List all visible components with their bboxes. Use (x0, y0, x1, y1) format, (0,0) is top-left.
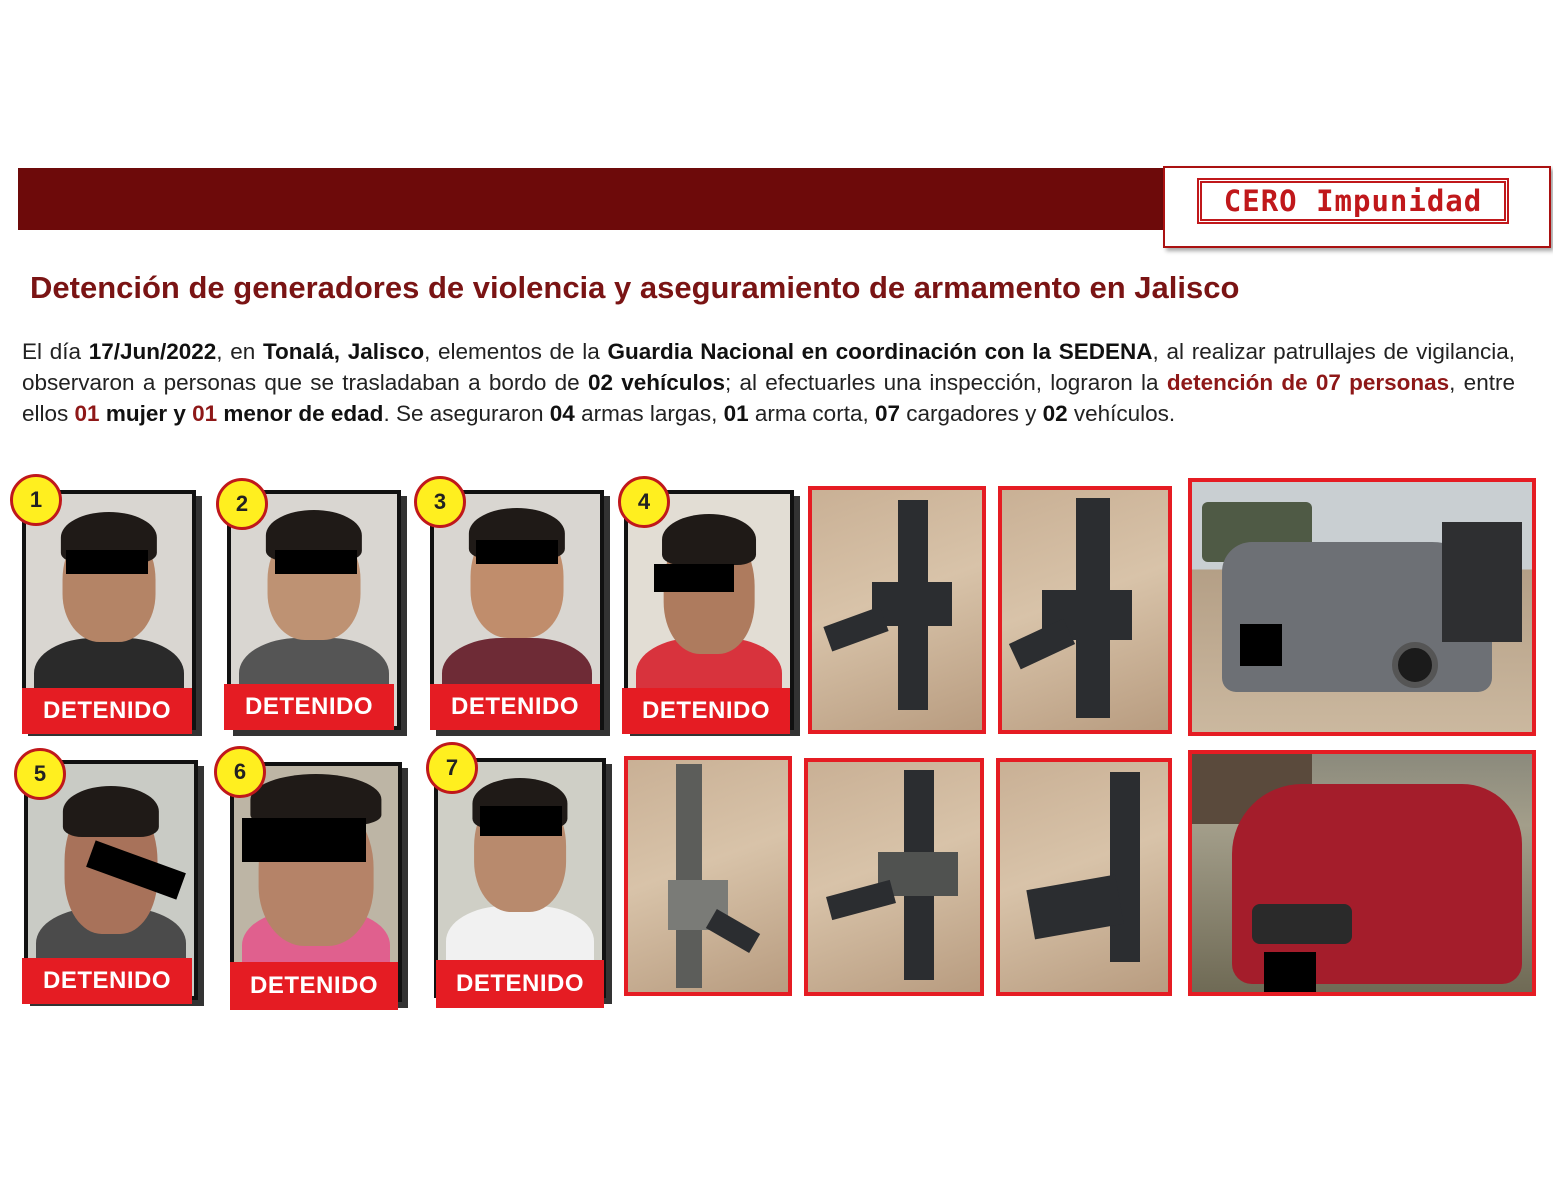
vehicles-count: 02 vehículos (587, 370, 726, 395)
detainee-number-badge: 1 (10, 474, 62, 526)
censored-plate (1240, 624, 1282, 666)
censored-plate (1264, 952, 1316, 992)
detainee-number-badge: 4 (618, 476, 670, 528)
censor-bar (275, 550, 357, 574)
vehicle-photo-gray (1188, 478, 1536, 736)
detenido-label: DETENIDO (436, 960, 604, 1008)
detenido-label: DETENIDO (622, 688, 790, 734)
open-door (1442, 522, 1522, 642)
detainee-number-badge: 3 (414, 476, 466, 528)
summary-paragraph: El día 17/Jun/2022, en Tonalá, Jalisco, elementos de la Guardia Nacional en coordinación con la SEDENA, al realizar patrullajes de vigilancia, observaron a personas que se trasladaban a bordo de 02 vehículos; al efectuarles una inspección, lograron la detención de 07 personas, entre ellos 01 mujer y 01 menor de edad. Se aseguraron 04 armas largas, 01 arma corta, 07 cargadores y 02 vehículos. (22, 339, 1515, 426)
detenido-label: DETENIDO (22, 688, 192, 734)
censor-bar (480, 806, 562, 836)
detainee-number-badge: 2 (216, 478, 268, 530)
detainee-number-badge: 7 (426, 742, 478, 794)
rifle-photo-4 (804, 758, 984, 996)
header-banner (18, 168, 1168, 230)
detention-count: detención de 07 personas (1166, 370, 1450, 395)
rifle-photo-1 (808, 486, 986, 734)
vehicle-photo-red (1188, 750, 1536, 996)
grille (1252, 904, 1352, 944)
page-title: Detención de generadores de violencia y aseguramiento de armamento en Jalisco (30, 270, 1240, 305)
censor-bar (66, 550, 148, 574)
detainee-number-badge: 6 (214, 746, 266, 798)
cero-impunidad-stamp: CERO Impunidad (1197, 178, 1509, 224)
rifle-photo-3 (624, 756, 792, 996)
detenido-label: DETENIDO (22, 958, 192, 1004)
detenido-label: DETENIDO (230, 962, 398, 1010)
stamp-box (1163, 166, 1551, 248)
censor-bar (476, 540, 558, 564)
location: Tonalá, Jalisco (262, 339, 425, 364)
rifle-photo-2 (998, 486, 1172, 734)
detainee-number-badge: 5 (14, 748, 66, 800)
date: 17/Jun/2022 (88, 339, 217, 364)
pistol-photo (996, 758, 1172, 996)
censor-bar (242, 818, 366, 862)
agency: Guardia Nacional en coordinación con la SEDENA (607, 339, 1153, 364)
censor-bar (654, 564, 734, 592)
detenido-label: DETENIDO (430, 684, 600, 730)
detenido-label: DETENIDO (224, 684, 394, 730)
